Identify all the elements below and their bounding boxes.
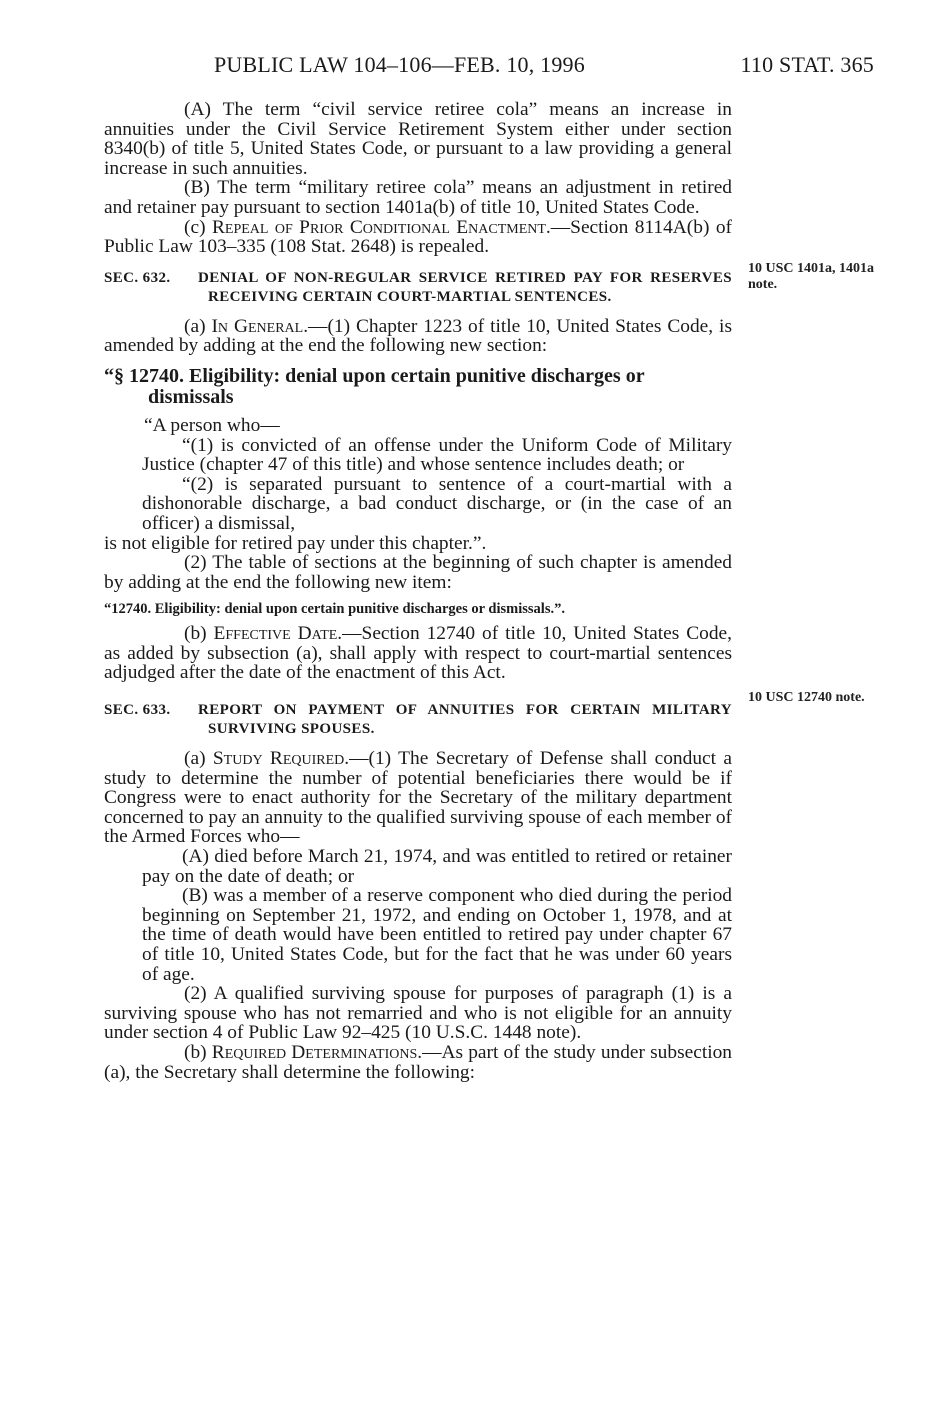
paragraph-text: —(1) The Secretary of Defense shall conduct a study to determine the number of potential beneficiaries there would be if Congress were to enact authority for the Secretary of the military department concerned to pay an annuity to the qualified surviving spouse of each member of the Armed Forces who— [104,748,732,848]
section-number: SEC. 632. [104,269,171,286]
paragraph-632a [104,317,732,356]
document-body [104,100,732,1082]
paragraph-text: —As part of the study under subsection (a), the Secretary shall determine the following: [104,1041,733,1083]
section-number: SEC. 633. [104,702,171,719]
paragraph-633a [104,749,732,847]
subsection-heading: Repeal of Prior Conditional Enactment. [211,216,551,238]
paragraph-text: —(1) Chapter 1223 of title 10, United States Code, is amended by adding at the end the following new section: [104,315,732,357]
paragraph-not-eligible: is not eligible for retired pay under this chapter.”. [104,532,487,554]
paragraph-label: (c) [184,216,212,238]
running-title: PUBLIC LAW 104–106—FEB. 10, 1996 [214,52,585,77]
subsection-heading: In General. [211,315,309,337]
paragraph-repeal [104,218,732,257]
paragraph-item-1: “(1) is convicted of an offense under the Uniform Code of Military Justice (chapter 47 of this title) and whose sentence includes death; or [142,434,732,476]
section-title: REPORT ON PAYMENT OF ANNUITIES FOR CERTAIN MILITARY SURVIVING SPOUSES. [198,702,732,738]
paragraph-text: —Section 12740 of title 10, United States Code, as added by subsection (a), shall apply with respect to court-martial sentences adjudged after the date of the enactment of this Act. [104,623,732,684]
new-section-12740-heading: “§ 12740. Eligibility: denial upon certain punitive discharges or dismissals [104,364,645,408]
paragraph-text: —Section 8114A(b) of Public Law 103–335 (108 Stat. 2648) is repealed. [104,216,732,258]
paragraph-label: (a) [184,748,213,770]
subsection-heading: Study Required. [212,748,350,770]
section-633-heading [104,701,732,739]
section-632-heading [104,269,732,307]
paragraph-label: (b) [184,1041,212,1063]
paragraph-person: “A person who— [144,414,280,436]
margin-note-usc-12740: 10 USC 12740 note. [748,690,865,705]
paragraph-633b [104,1043,732,1082]
paragraph-item-2: “(2) is separated pursuant to sentence of a court-martial with a dishonorable discharge, a bad conduct discharge, or (in the case of an officer) a dismissal, [142,473,732,534]
paragraph-label: (b) [184,623,214,645]
subsection-heading: Effective Date. [213,623,343,645]
paragraph-633a-2: (2) A qualified surviving spouse for purposes of paragraph (1) is a surviving spouse who has not remarried and who is not eligible for an annuity under section 4 of Public Law 92–425 (10 U.S.C. 1448 note). [104,983,732,1044]
statute-page-number: 110 STAT. 365 [740,52,874,77]
paragraph-632b [104,624,732,683]
paragraph-military-cola: (B) The term “military retiree cola” means an adjustment in retired and retainer pay pursuant to section 1401a(b) of title 10, United States Code. [104,177,732,218]
paragraph-633a-A: (A) died before March 21, 1974, and was entitled to retired or retainer pay on the date of death; or [142,846,732,887]
page-header [104,52,874,82]
paragraph-label: (a) [184,315,212,337]
paragraph-632a-2: (2) The table of sections at the beginning of such chapter is amended by adding at the end the following new item: [104,552,732,593]
paragraph-civil-service-cola: (A) The term “civil service retiree cola” means an increase in annuities under the Civil Service Retirement System either under section 8340(b) of title 5, United States Code, or pursuant to a law providing a general increase in such annuities. [104,99,732,179]
paragraph-633a-B: (B) was a member of a reserve component who died during the period beginning on September 21, 1972, and ending on October 1, 1978, and at the time of death would have been entitled to retired pay under chapter 67 of title 10, United States Code, but for the fact that he was under 60 years of age. [142,885,732,985]
table-of-sections-item: “12740. Eligibility: denial upon certain punitive discharges or dismissals.”. [104,601,565,618]
section-title: DENIAL OF NON-REGULAR SERVICE RETIRED PAY FOR RESERVES RECEIVING CERTAIN COURT-MARTIAL SENTENCES. [198,269,732,305]
margin-note-usc-1401a: 10 USC 1401a, 1401a note. [748,261,875,292]
subsection-heading: Required Determinations. [211,1041,423,1063]
